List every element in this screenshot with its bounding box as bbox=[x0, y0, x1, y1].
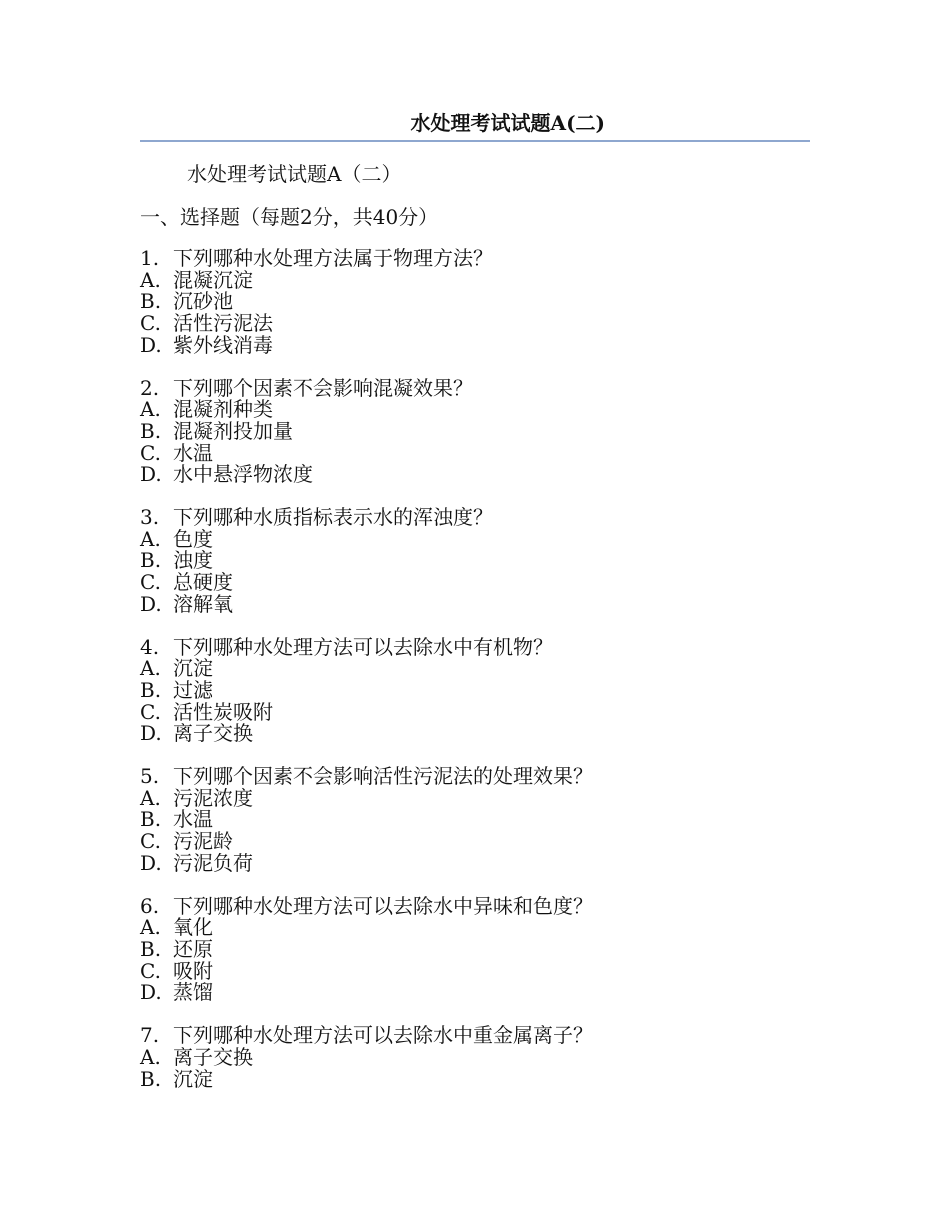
question-item bbox=[140, 766, 810, 875]
option-letter: C. bbox=[140, 829, 161, 854]
question-number: 7. bbox=[140, 1023, 160, 1048]
answer-option bbox=[140, 677, 810, 702]
answer-option bbox=[140, 699, 810, 724]
question-stem bbox=[140, 507, 810, 529]
answer-option bbox=[140, 785, 810, 810]
option-text: 溶解氧 bbox=[173, 591, 233, 616]
option-text: 紫外线消毒 bbox=[173, 332, 273, 357]
option-text: 总硬度 bbox=[173, 570, 233, 595]
option-text: 离子交换 bbox=[173, 1044, 253, 1069]
option-text: 蒸馏 bbox=[173, 980, 213, 1005]
option-text: 沉淀 bbox=[173, 656, 213, 681]
option-text: 污泥龄 bbox=[173, 829, 233, 854]
question-number: 2. bbox=[140, 375, 160, 400]
option-text: 沉砂池 bbox=[173, 289, 233, 314]
question-stem bbox=[140, 248, 810, 270]
question-stem bbox=[140, 766, 810, 788]
document-subtitle: 水处理考试试题A（二） bbox=[187, 162, 402, 186]
question-text: 下列哪个因素不会影响混凝效果？ bbox=[173, 375, 473, 400]
answer-option bbox=[140, 809, 810, 831]
answer-option bbox=[140, 917, 810, 939]
answer-option bbox=[140, 1044, 810, 1069]
option-letter: C. bbox=[140, 699, 161, 724]
answer-option bbox=[140, 332, 810, 357]
question-item bbox=[140, 634, 810, 746]
answer-option bbox=[140, 313, 810, 335]
answer-option bbox=[140, 723, 810, 745]
option-letter: D. bbox=[140, 462, 162, 487]
question-number: 6. bbox=[140, 893, 160, 918]
option-text: 沉淀 bbox=[173, 1066, 213, 1091]
option-text: 离子交换 bbox=[173, 721, 253, 746]
question-number: 5. bbox=[140, 764, 160, 789]
option-letter: A. bbox=[140, 656, 161, 681]
answer-option bbox=[140, 591, 810, 616]
question-text: 下列哪种水处理方法可以去除水中重金属离子？ bbox=[173, 1023, 593, 1048]
option-letter: A. bbox=[140, 785, 161, 810]
question-text: 下列哪种水处理方法可以去除水中异味和色度？ bbox=[173, 893, 593, 918]
option-text: 氧化 bbox=[173, 915, 213, 940]
question-item bbox=[140, 375, 810, 487]
option-text: 水温 bbox=[173, 807, 213, 832]
option-letter: A. bbox=[140, 526, 161, 551]
option-text: 混凝剂种类 bbox=[173, 397, 273, 422]
question-list bbox=[140, 248, 810, 1090]
option-letter: D. bbox=[140, 980, 162, 1005]
option-letter: B. bbox=[140, 418, 162, 443]
option-letter: C. bbox=[140, 311, 161, 336]
question-text: 下列哪个因素不会影响活性污泥法的处理效果？ bbox=[173, 764, 593, 789]
option-text: 还原 bbox=[173, 936, 213, 961]
option-letter: D. bbox=[140, 721, 162, 746]
answer-option bbox=[140, 958, 810, 983]
question-stem bbox=[140, 1025, 810, 1047]
option-text: 水中悬浮物浓度 bbox=[173, 462, 313, 487]
option-letter: B. bbox=[140, 289, 162, 314]
option-letter: B. bbox=[140, 677, 162, 702]
option-text: 混凝剂投加量 bbox=[173, 418, 293, 443]
option-letter: A. bbox=[140, 1044, 161, 1069]
question-number: 1. bbox=[140, 246, 160, 270]
option-letter: A. bbox=[140, 915, 161, 940]
answer-option bbox=[140, 1066, 810, 1091]
option-letter: B. bbox=[140, 936, 162, 961]
option-letter: A. bbox=[140, 397, 161, 422]
question-item bbox=[140, 507, 810, 616]
answer-option bbox=[140, 658, 810, 680]
question-text: 下列哪种水质指标表示水的浑浊度？ bbox=[173, 505, 493, 530]
answer-option bbox=[140, 572, 810, 594]
question-number: 4. bbox=[140, 634, 160, 659]
answer-option bbox=[140, 550, 810, 572]
question-item bbox=[140, 1025, 810, 1090]
question-text: 下列哪种水处理方法属于物理方法？ bbox=[173, 246, 493, 270]
document-title: 水处理考试试题A(二) bbox=[410, 111, 605, 135]
option-letter: D. bbox=[140, 332, 162, 357]
question-item bbox=[140, 893, 810, 1005]
answer-option bbox=[140, 291, 810, 313]
option-text: 过滤 bbox=[173, 677, 213, 702]
question-stem bbox=[140, 375, 810, 400]
option-letter: C. bbox=[140, 570, 161, 595]
question-stem bbox=[140, 634, 810, 659]
answer-option bbox=[140, 418, 810, 443]
title-divider bbox=[140, 140, 810, 142]
option-text: 混凝沉淀 bbox=[173, 267, 253, 292]
option-text: 色度 bbox=[173, 526, 213, 551]
option-text: 浊度 bbox=[173, 548, 213, 573]
option-text: 吸附 bbox=[173, 958, 213, 983]
option-letter: C. bbox=[140, 958, 161, 983]
question-number: 3. bbox=[140, 505, 160, 530]
option-text: 污泥负荷 bbox=[173, 850, 253, 875]
option-text: 水温 bbox=[173, 440, 213, 465]
answer-option bbox=[140, 399, 810, 421]
option-text: 污泥浓度 bbox=[173, 785, 253, 810]
option-text: 活性污泥法 bbox=[173, 311, 273, 336]
question-item bbox=[140, 248, 810, 357]
section-heading: 一、选择题（每题2分，共40分） bbox=[140, 205, 439, 229]
option-letter: D. bbox=[140, 850, 162, 875]
option-letter: D. bbox=[140, 591, 162, 616]
answer-option bbox=[140, 526, 810, 551]
option-text: 活性炭吸附 bbox=[173, 699, 273, 724]
option-letter: C. bbox=[140, 440, 161, 465]
document-page bbox=[140, 108, 810, 1111]
answer-option bbox=[140, 464, 810, 486]
answer-option bbox=[140, 440, 810, 465]
question-text: 下列哪种水处理方法可以去除水中有机物？ bbox=[173, 634, 553, 659]
question-stem bbox=[140, 893, 810, 918]
answer-option bbox=[140, 982, 810, 1004]
option-letter: B. bbox=[140, 807, 162, 832]
answer-option bbox=[140, 831, 810, 853]
answer-option bbox=[140, 267, 810, 292]
option-letter: B. bbox=[140, 1066, 162, 1091]
option-letter: A. bbox=[140, 267, 161, 292]
answer-option bbox=[140, 850, 810, 875]
option-letter: B. bbox=[140, 548, 162, 573]
answer-option bbox=[140, 936, 810, 961]
